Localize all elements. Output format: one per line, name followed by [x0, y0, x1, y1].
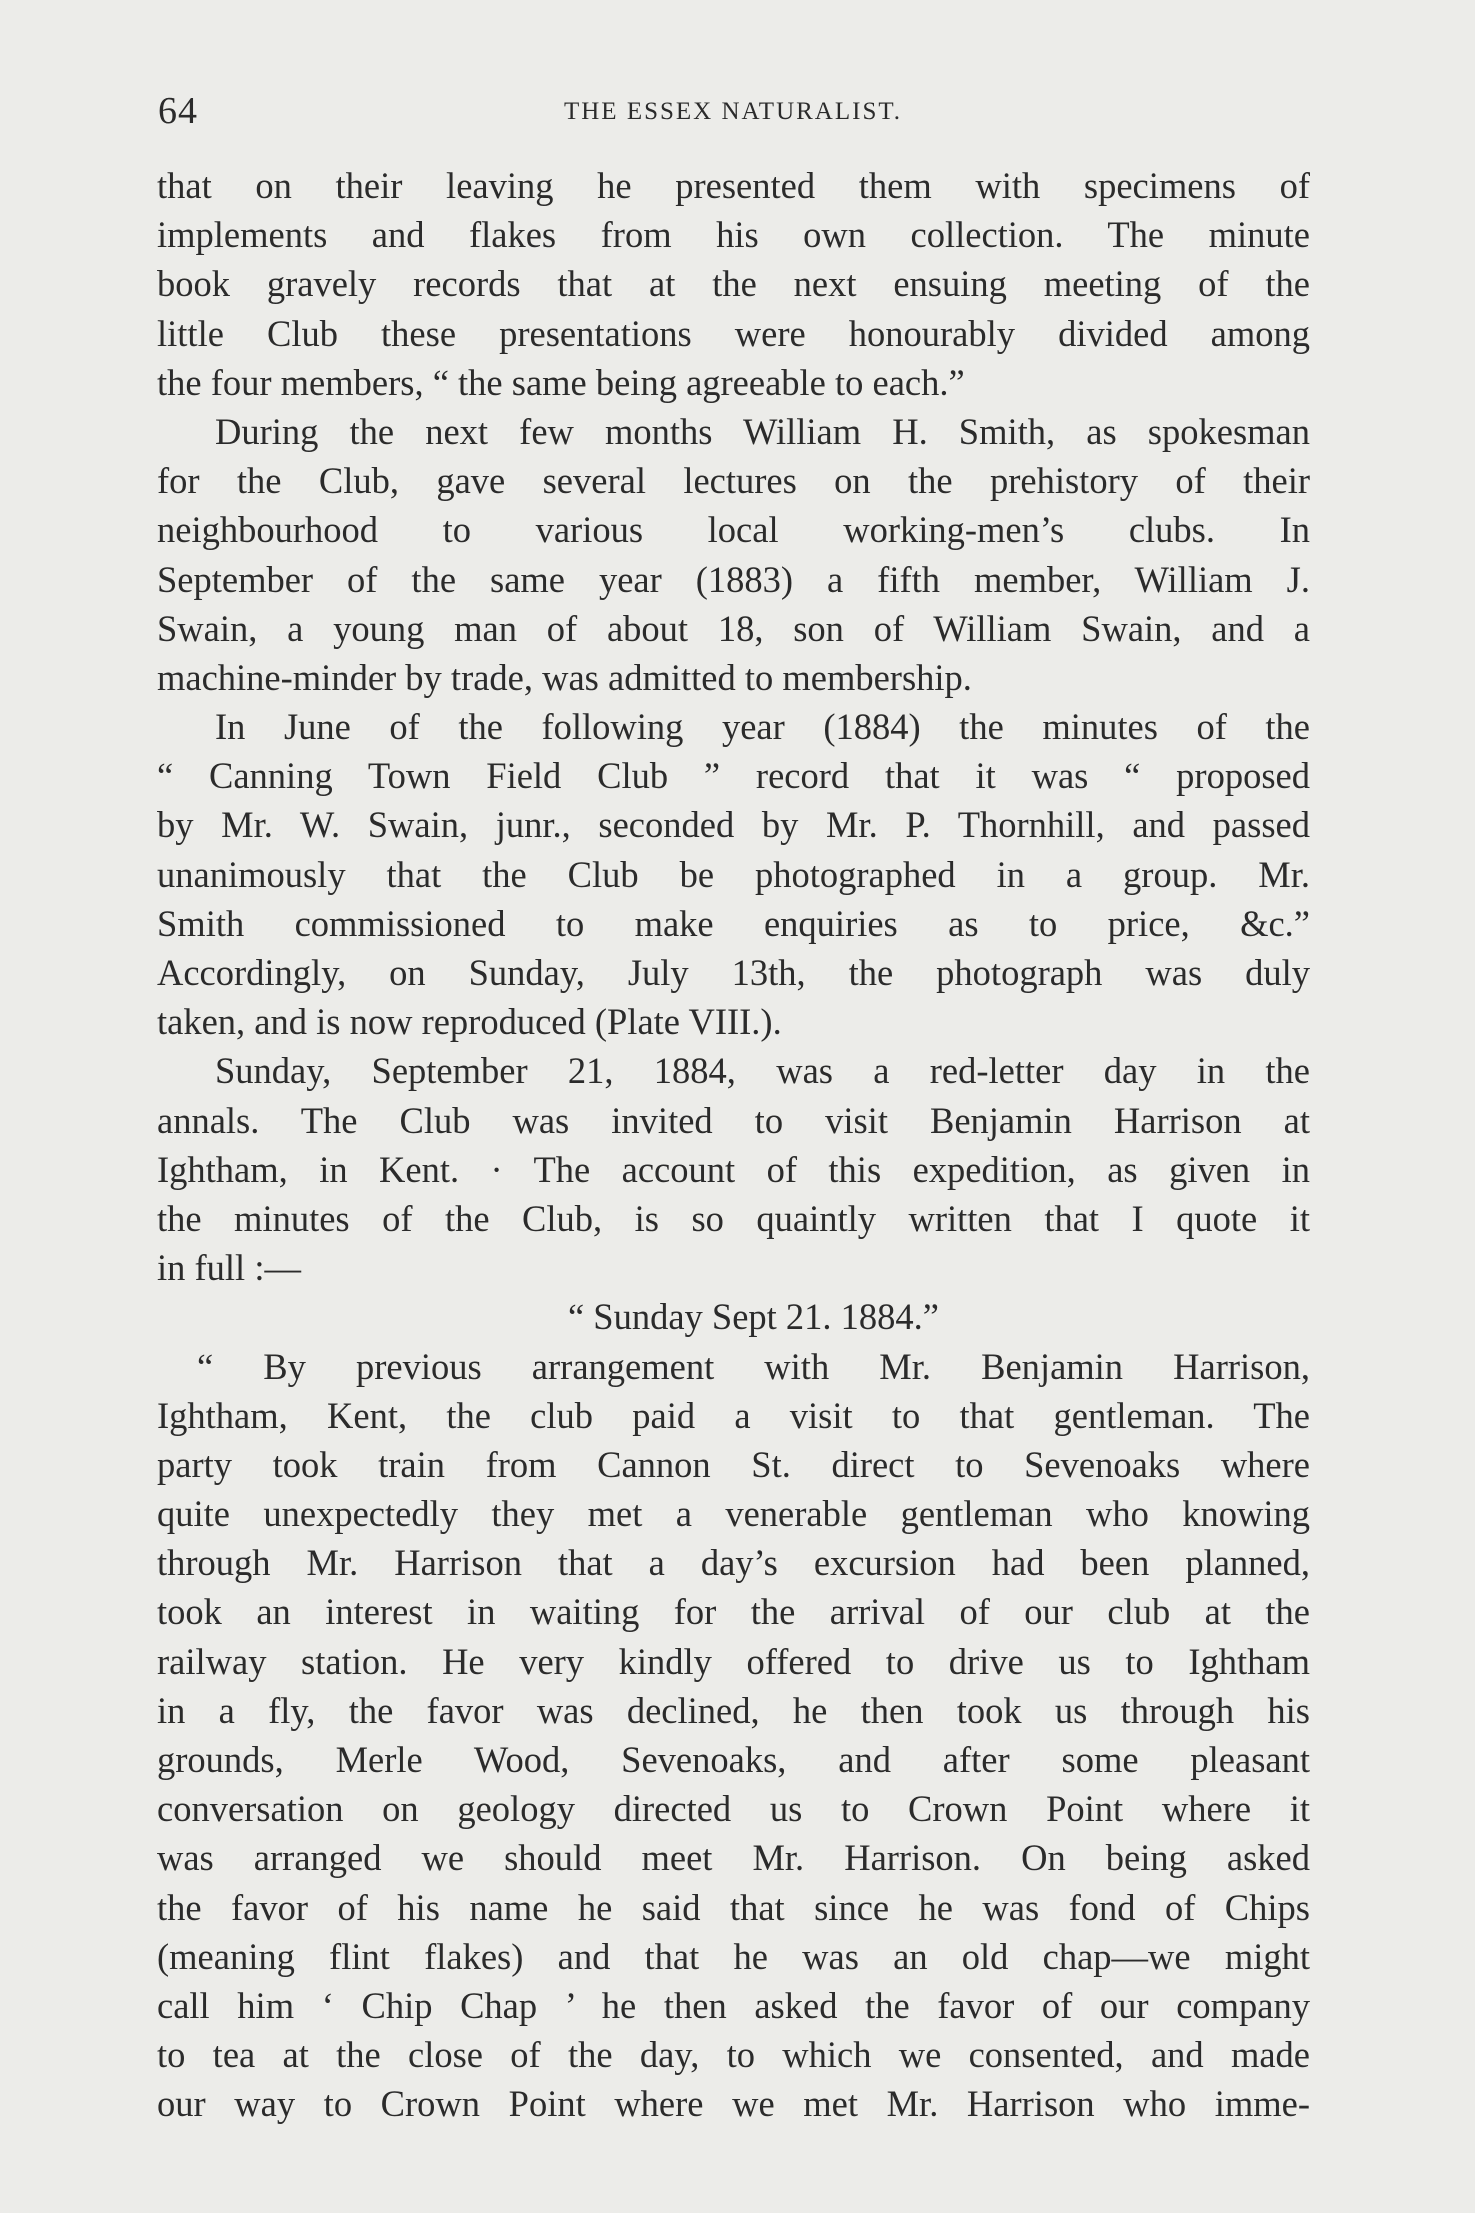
text-line: September of the same year (1883) a fifth member, William J.: [157, 558, 1310, 600]
text-line: conversation on geology directed us to Crown Point where it: [157, 1788, 1310, 1830]
text-line: the favor of his name he said that since he was fond of Chips: [157, 1886, 1310, 1928]
running-title: THE ESSEX NATURALIST.: [563, 98, 903, 125]
text-line: the four members, “ the same being agreeable to each.”: [157, 361, 965, 403]
text-line: Swain, a young man of about 18, son of William Swain, and a: [157, 607, 1310, 649]
text-line: Ightham, Kent, the club paid a visit to that gentleman. The: [157, 1394, 1310, 1436]
text-line: book gravely records that at the next ensuing meeting of the: [157, 263, 1310, 305]
text-line: that on their leaving he presented them with specimens of: [157, 165, 1310, 206]
text-line: neighbourhood to various local working-men’s clubs. In: [157, 509, 1310, 551]
page-header: [158, 86, 1308, 136]
page-number: 64: [158, 90, 198, 132]
text-line: (meaning flint flakes) and that he was an old chap—we might: [157, 1935, 1310, 1977]
text-line: in full :—: [157, 1247, 301, 1289]
text-line: little Club these presentations were honourably divided among: [157, 312, 1310, 354]
text-line: call him ‘ Chip Chap ’ he then asked the favor of our company: [157, 1984, 1310, 2026]
text-line: for the Club, gave several lectures on the prehistory of their: [157, 460, 1310, 502]
text-line: “ By previous arrangement with Mr. Benjamin Harrison,: [197, 1345, 1310, 1387]
text-line: implements and flakes from his own collection. The minute: [157, 214, 1310, 256]
text-line: grounds, Merle Wood, Sevenoaks, and after some pleasant: [157, 1739, 1310, 1780]
text-line: Smith commissioned to make enquiries as to price, &c.”: [157, 902, 1310, 944]
body-text: [157, 161, 1310, 2129]
text-line: Ightham, in Kent. · The account of this expedition, as given in: [157, 1148, 1310, 1190]
text-line: took an interest in waiting for the arrival of our club at the: [157, 1591, 1310, 1633]
text-line: was arranged we should meet Mr. Harrison. On being asked: [157, 1837, 1310, 1879]
text-line: In June of the following year (1884) the minutes of the: [215, 706, 1310, 748]
text-line: to tea at the close of the day, to which we consented, and made: [157, 2034, 1310, 2076]
text-line: Accordingly, on Sunday, July 13th, the photograph was duly: [157, 952, 1310, 993]
text-line: in a fly, the favor was declined, he then took us through his: [157, 1689, 1310, 1731]
text-line: machine-minder by trade, was admitted to membership.: [157, 656, 972, 698]
centered-date-line: “ Sunday Sept 21. 1884.”: [567, 1296, 940, 1338]
text-line: our way to Crown Point where we met Mr. Harrison who imme-: [157, 2083, 1310, 2125]
text-line: “ Canning Town Field Club ” record that it was “ proposed: [157, 755, 1310, 797]
text-line: annals. The Club was invited to visit Benjamin Harrison at: [157, 1099, 1310, 1141]
text-line: quite unexpectedly they met a venerable gentleman who knowing: [157, 1493, 1310, 1535]
text-line: During the next few months William H. Smith, as spokesman: [215, 410, 1310, 452]
text-line: through Mr. Harrison that a day’s excursion had been planned,: [157, 1542, 1310, 1584]
text-line: party took train from Cannon St. direct to Sevenoaks where: [157, 1443, 1310, 1485]
text-line: by Mr. W. Swain, junr., seconded by Mr. P. Thornhill, and passed: [157, 804, 1310, 846]
text-line: railway station. He very kindly offered to drive us to Ightham: [157, 1640, 1310, 1682]
text-line: unanimously that the Club be photographed in a group. Mr.: [157, 853, 1310, 895]
text-line: Sunday, September 21, 1884, was a red-letter day in the: [215, 1050, 1310, 1092]
text-line: the minutes of the Club, is so quaintly written that I quote it: [157, 1197, 1310, 1239]
text-line: taken, and is now reproduced (Plate VIII.).: [157, 1001, 782, 1043]
